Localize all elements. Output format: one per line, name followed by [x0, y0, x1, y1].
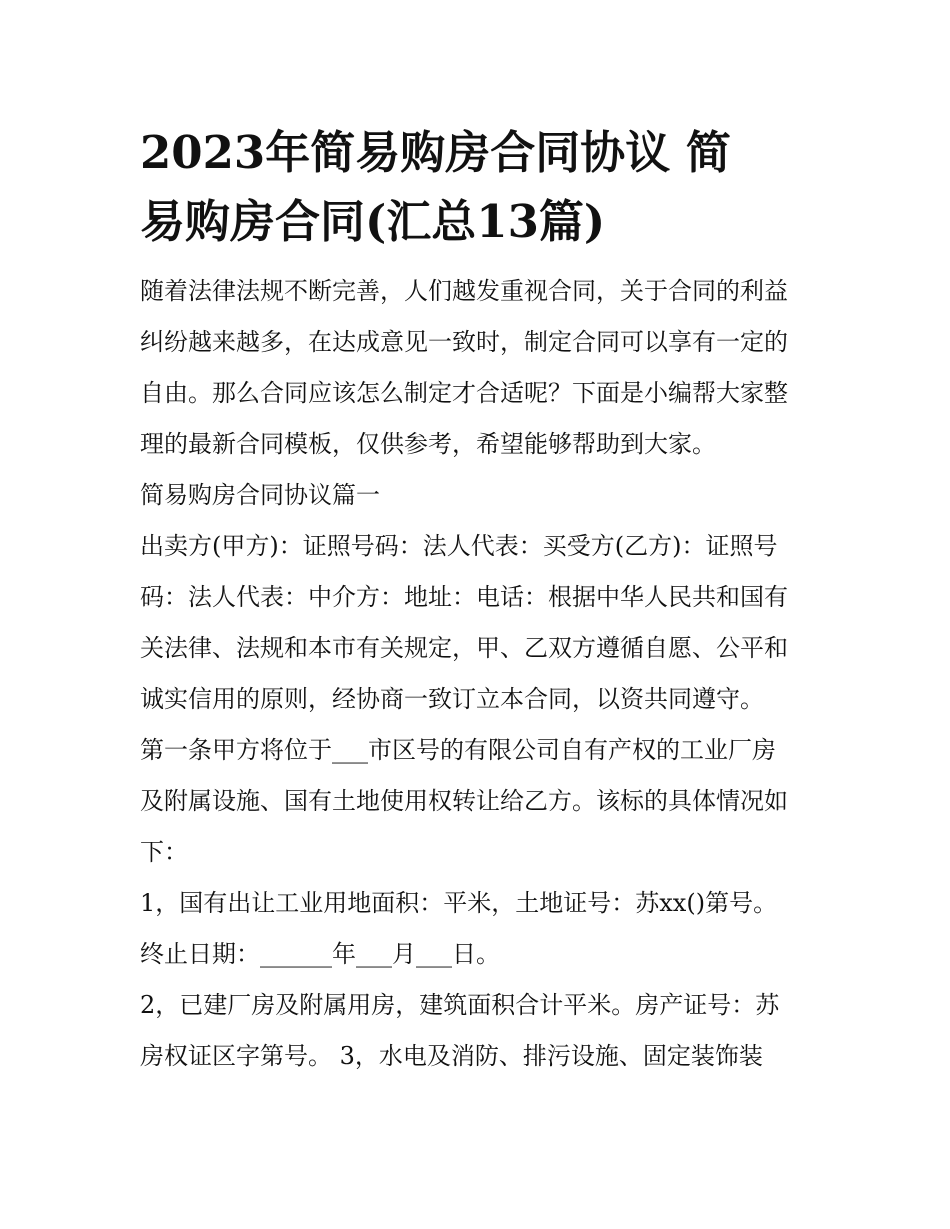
- contract-paragraph-line: 诚实信用的原则，经协商一致订立本合同，以资共同遵守。: [140, 685, 764, 713]
- contract-paragraph-line: 码：法人代表：中介方：地址：电话：根据中华人民共和国有: [140, 583, 788, 611]
- clause-line: 1，国有出让工业用地面积：平米，土地证号：苏xx()第号。: [140, 889, 778, 917]
- title-line: 易购房合同(汇总13篇): [140, 195, 606, 248]
- article-one-line: 第一条甲方将位于___市区号的有限公司自有产权的工业厂房: [140, 736, 776, 764]
- contract-paragraph-line: 关法律、法规和本市有关规定，甲、乙双方遵循自愿、公平和: [140, 634, 788, 662]
- clause-line: 房权证区字第号。 3，水电及消防、排污设施、固定装饰装: [140, 1042, 763, 1070]
- contract-paragraph-line: 出卖方(甲方)：证照号码：法人代表：买受方(乙方)：证照号: [140, 532, 778, 560]
- intro-paragraph-line: 纠纷越来越多，在达成意见一致时，制定合同可以享有一定的: [140, 328, 788, 356]
- document-title: [140, 118, 812, 256]
- document-body: [140, 266, 812, 1082]
- clause-line: 终止日期：______年___月___日。: [140, 940, 500, 968]
- intro-paragraph-line: 随着法律法规不断完善，人们越发重视合同，关于合同的利益: [140, 277, 788, 305]
- clause-line: 2，已建厂房及附属用房，建筑面积合计平米。房产证号：苏: [140, 991, 780, 1019]
- article-one-line: 下：: [140, 838, 188, 866]
- intro-paragraph-line: 理的最新合同模板，仅供参考，希望能够帮助到大家。: [140, 430, 716, 458]
- document-page: [140, 118, 812, 1082]
- intro-paragraph-line: 自由。那么合同应该怎么制定才合适呢？下面是小编帮大家整: [140, 379, 788, 407]
- section-heading: 简易购房合同协议篇一: [140, 481, 380, 509]
- article-one-line: 及附属设施、国有土地使用权转让给乙方。该标的具体情况如: [140, 787, 788, 815]
- title-line: 2023年简易购房合同协议 简: [140, 126, 731, 179]
